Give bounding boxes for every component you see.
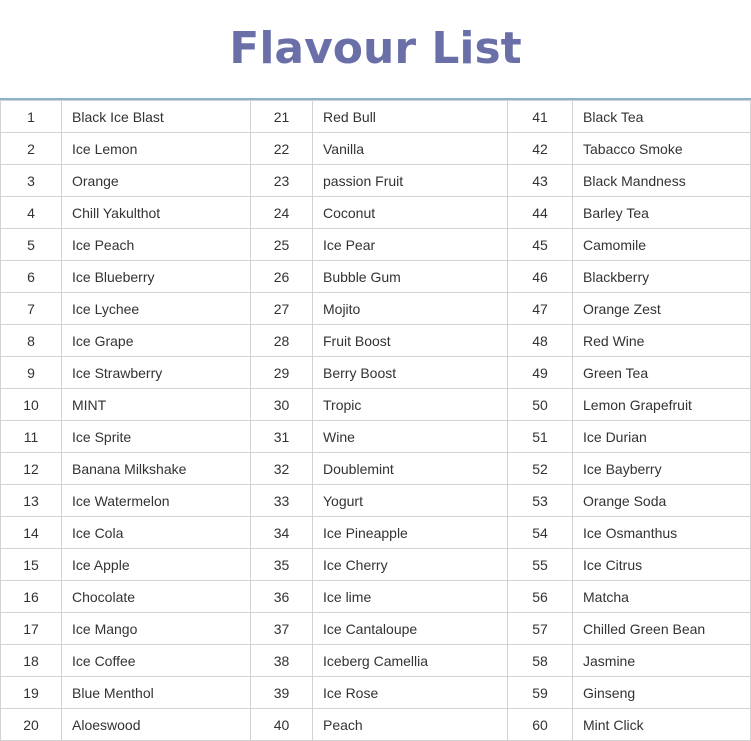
flavour-number: 45 — [508, 229, 573, 261]
flavour-name: Mint Click — [573, 709, 751, 741]
flavour-number: 36 — [251, 581, 313, 613]
table-row — [1, 261, 751, 293]
flavour-name: Chocolate — [62, 581, 251, 613]
table-row — [1, 549, 751, 581]
flavour-name: Orange Zest — [573, 293, 751, 325]
flavour-name: Ice Peach — [62, 229, 251, 261]
flavour-name: Ice Lemon — [62, 133, 251, 165]
flavour-name: Black Mandness — [573, 165, 751, 197]
flavour-name: Black Tea — [573, 101, 751, 133]
flavour-number: 48 — [508, 325, 573, 357]
flavour-name: Ice Bayberry — [573, 453, 751, 485]
table-row — [1, 709, 751, 741]
flavour-name: Barley Tea — [573, 197, 751, 229]
flavour-number: 26 — [251, 261, 313, 293]
flavour-name: Blue Menthol — [62, 677, 251, 709]
flavour-number: 21 — [251, 101, 313, 133]
flavour-name: Ginseng — [573, 677, 751, 709]
flavour-number: 41 — [508, 101, 573, 133]
flavour-number: 52 — [508, 453, 573, 485]
flavour-number: 8 — [1, 325, 62, 357]
flavour-number: 30 — [251, 389, 313, 421]
flavour-number: 10 — [1, 389, 62, 421]
flavour-number: 37 — [251, 613, 313, 645]
flavour-number: 59 — [508, 677, 573, 709]
flavour-name: Berry Boost — [313, 357, 508, 389]
flavour-name: Ice Pear — [313, 229, 508, 261]
flavour-number: 1 — [1, 101, 62, 133]
flavour-name: Ice Cherry — [313, 549, 508, 581]
flavour-number: 18 — [1, 645, 62, 677]
flavour-name: Red Wine — [573, 325, 751, 357]
table-row — [1, 517, 751, 549]
flavour-number: 15 — [1, 549, 62, 581]
flavour-name: Banana Milkshake — [62, 453, 251, 485]
flavour-number: 12 — [1, 453, 62, 485]
flavour-name: Red Bull — [313, 101, 508, 133]
header — [0, 0, 751, 99]
table-row — [1, 325, 751, 357]
flavour-number: 51 — [508, 421, 573, 453]
flavour-name: Fruit Boost — [313, 325, 508, 357]
flavour-number: 46 — [508, 261, 573, 293]
flavour-number: 3 — [1, 165, 62, 197]
flavour-name: Matcha — [573, 581, 751, 613]
table-row — [1, 485, 751, 517]
table-row — [1, 197, 751, 229]
flavour-number: 34 — [251, 517, 313, 549]
flavour-table-body — [1, 101, 751, 741]
flavour-number: 14 — [1, 517, 62, 549]
flavour-name: Ice Blueberry — [62, 261, 251, 293]
flavour-number: 58 — [508, 645, 573, 677]
flavour-name: Ice Mango — [62, 613, 251, 645]
flavour-number: 39 — [251, 677, 313, 709]
flavour-name: Ice Apple — [62, 549, 251, 581]
flavour-name: Ice Durian — [573, 421, 751, 453]
flavour-number: 31 — [251, 421, 313, 453]
flavour-name: Wine — [313, 421, 508, 453]
flavour-name: Yogurt — [313, 485, 508, 517]
flavour-number: 13 — [1, 485, 62, 517]
flavour-name: Mojito — [313, 293, 508, 325]
flavour-name: Ice Watermelon — [62, 485, 251, 517]
table-row — [1, 165, 751, 197]
flavour-name: Coconut — [313, 197, 508, 229]
flavour-number: 9 — [1, 357, 62, 389]
flavour-number: 28 — [251, 325, 313, 357]
flavour-number: 40 — [251, 709, 313, 741]
flavour-name: Iceberg Camellia — [313, 645, 508, 677]
flavour-number: 53 — [508, 485, 573, 517]
flavour-number: 54 — [508, 517, 573, 549]
flavour-number: 17 — [1, 613, 62, 645]
flavour-number: 56 — [508, 581, 573, 613]
flavour-number: 50 — [508, 389, 573, 421]
flavour-name: Peach — [313, 709, 508, 741]
flavour-number: 19 — [1, 677, 62, 709]
flavour-name: Vanilla — [313, 133, 508, 165]
flavour-number: 2 — [1, 133, 62, 165]
flavour-name: Chill Yakulthot — [62, 197, 251, 229]
page-title: Flavour List — [229, 23, 522, 74]
flavour-number: 43 — [508, 165, 573, 197]
flavour-name: Ice Strawberry — [62, 357, 251, 389]
flavour-number: 24 — [251, 197, 313, 229]
flavour-name: Ice lime — [313, 581, 508, 613]
flavour-number: 29 — [251, 357, 313, 389]
table-row — [1, 293, 751, 325]
table-row — [1, 645, 751, 677]
flavour-number: 44 — [508, 197, 573, 229]
flavour-name: Ice Citrus — [573, 549, 751, 581]
flavour-name: Bubble Gum — [313, 261, 508, 293]
flavour-number: 33 — [251, 485, 313, 517]
flavour-name: Blackberry — [573, 261, 751, 293]
flavour-name: Ice Pineapple — [313, 517, 508, 549]
table-row — [1, 229, 751, 261]
table-row — [1, 357, 751, 389]
flavour-name: Ice Lychee — [62, 293, 251, 325]
flavour-number: 60 — [508, 709, 573, 741]
flavour-number: 57 — [508, 613, 573, 645]
flavour-number: 32 — [251, 453, 313, 485]
flavour-number: 49 — [508, 357, 573, 389]
flavour-name: Aloeswood — [62, 709, 251, 741]
table-row — [1, 453, 751, 485]
flavour-name: passion Fruit — [313, 165, 508, 197]
flavour-number: 55 — [508, 549, 573, 581]
flavour-number: 7 — [1, 293, 62, 325]
flavour-number: 42 — [508, 133, 573, 165]
flavour-number: 6 — [1, 261, 62, 293]
flavour-name: Ice Sprite — [62, 421, 251, 453]
flavour-number: 27 — [251, 293, 313, 325]
flavour-name: Orange Soda — [573, 485, 751, 517]
flavour-name: Jasmine — [573, 645, 751, 677]
flavour-name: Ice Coffee — [62, 645, 251, 677]
flavour-number: 23 — [251, 165, 313, 197]
table-row — [1, 101, 751, 133]
table-row — [1, 133, 751, 165]
flavour-name: Ice Cantaloupe — [313, 613, 508, 645]
table-row — [1, 677, 751, 709]
table-row — [1, 613, 751, 645]
flavour-name: Chilled Green Bean — [573, 613, 751, 645]
flavour-name: Ice Rose — [313, 677, 508, 709]
flavour-name: Orange — [62, 165, 251, 197]
flavour-name: Tabacco Smoke — [573, 133, 751, 165]
flavour-number: 25 — [251, 229, 313, 261]
flavour-name: Ice Osmanthus — [573, 517, 751, 549]
flavour-number: 35 — [251, 549, 313, 581]
flavour-name: Camomile — [573, 229, 751, 261]
flavour-number: 47 — [508, 293, 573, 325]
table-row — [1, 581, 751, 613]
flavour-number: 20 — [1, 709, 62, 741]
flavour-name: Green Tea — [573, 357, 751, 389]
flavour-number: 4 — [1, 197, 62, 229]
flavour-name: Black Ice Blast — [62, 101, 251, 133]
flavour-number: 16 — [1, 581, 62, 613]
flavour-number: 5 — [1, 229, 62, 261]
flavour-table — [0, 100, 751, 741]
flavour-number: 38 — [251, 645, 313, 677]
flavour-number: 11 — [1, 421, 62, 453]
flavour-name: Lemon Grapefruit — [573, 389, 751, 421]
flavour-name: Tropic — [313, 389, 508, 421]
table-row — [1, 421, 751, 453]
flavour-number: 22 — [251, 133, 313, 165]
flavour-name: Doublemint — [313, 453, 508, 485]
table-row — [1, 389, 751, 421]
flavour-name: Ice Grape — [62, 325, 251, 357]
flavour-name: MINT — [62, 389, 251, 421]
flavour-name: Ice Cola — [62, 517, 251, 549]
